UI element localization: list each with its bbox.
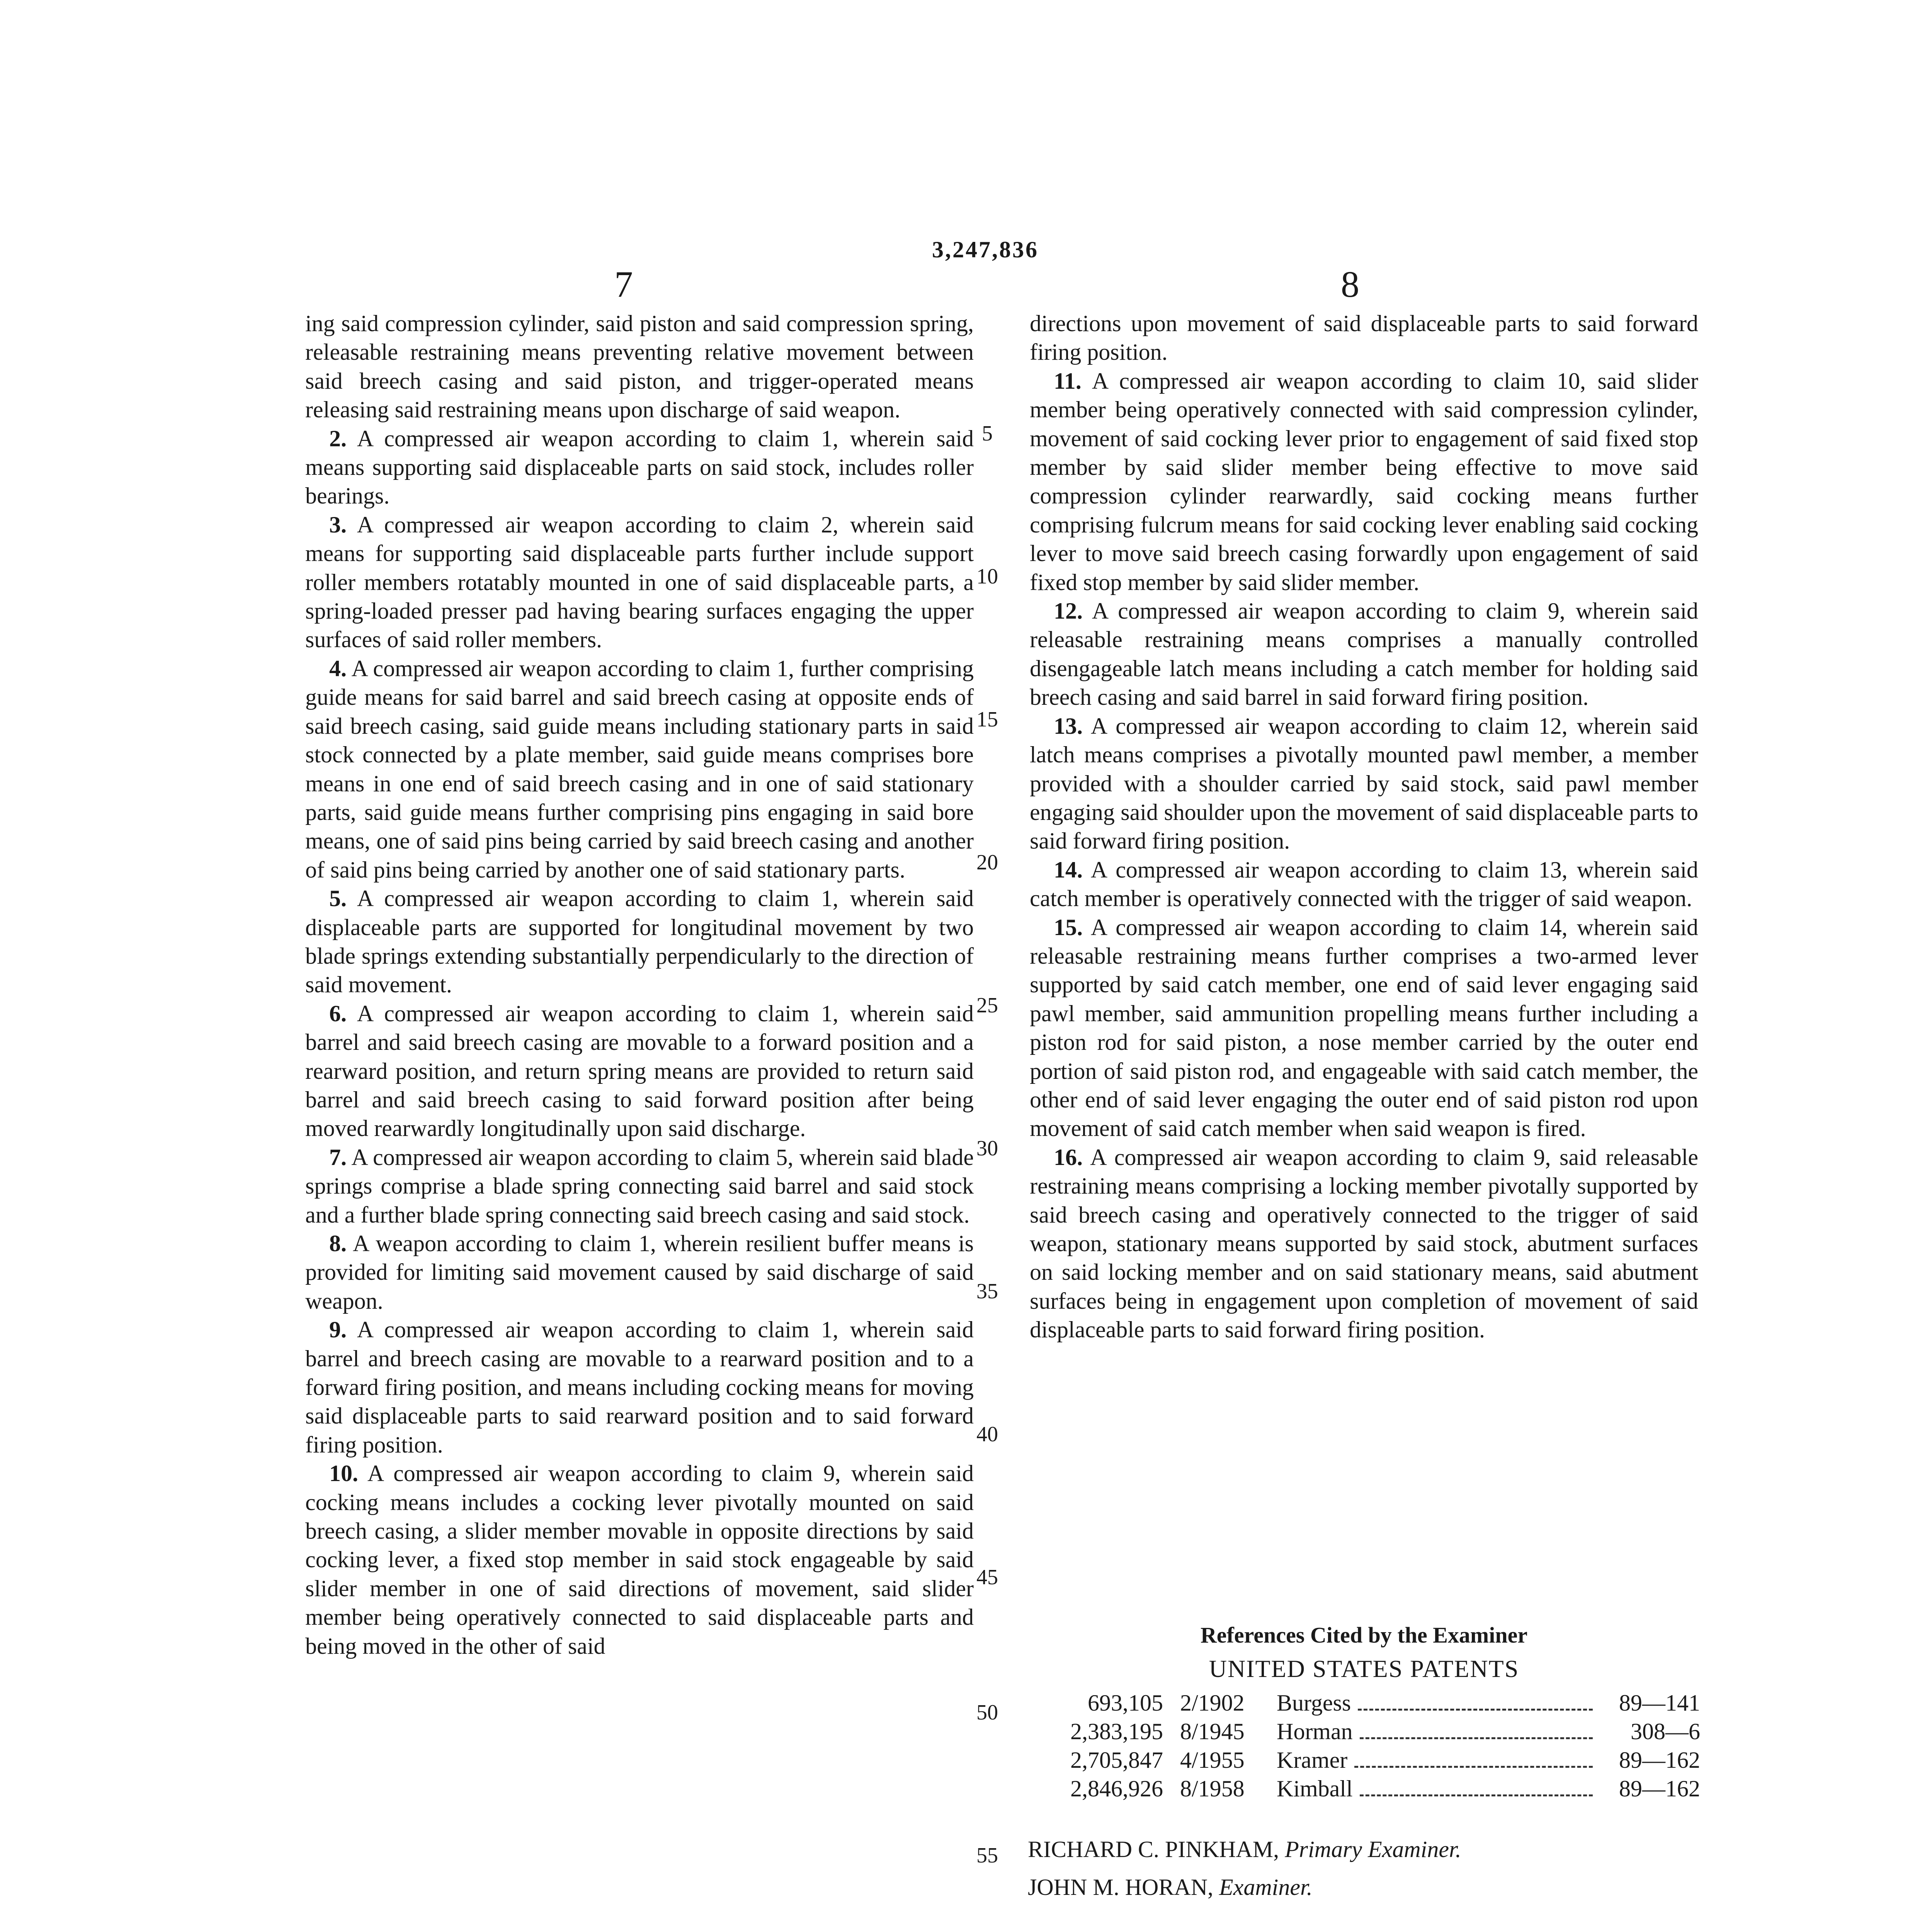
line-number: 10 [976, 565, 998, 588]
table-row: 2,383,195 8/1945 Horman 308—6 [1070, 1719, 1700, 1744]
claim-paragraph: 16. A compressed air weapon according to claim 9, said releasable restraining means comprising a locking member pivotally supported by said breech casing and operatively connected to the trigger of said weapon, stationary means supported by said stock, abutment surfaces on said locking member and on said stationary means, said abutment surfaces being in engagement upon completion of movement of said displaceable parts to said forward firing position. [1030, 1144, 1698, 1343]
claim-paragraph: 11. A compressed air weapon according to claim 10, said slider member being operatively connected with said compression cylinder, movement of said cocking lever prior to engagement of said fixed stop member by said slider member being effective to move said compression cylinder rearwardly, said cocking means further comprising fulcrum means for said cocking lever enabling said cocking lever to move said breech casing forwardly upon engagement of said fixed stop member by said slider member. [1030, 368, 1698, 595]
patent-number: 3,247,836 [932, 237, 1039, 262]
line-number: 15 [976, 707, 998, 731]
claim-paragraph: 14. A compressed air weapon according to claim 13, wherein said catch member is operatively connected with the trigger of said weapon. [1030, 857, 1698, 912]
right-claims-column [1030, 309, 1698, 1344]
claim-paragraph: ing said compression cylinder, said piston and said compression spring, releasable restraining means preventing relative movement between said breech casing and said piston, and trigger-operated means releasing said restraining means upon discharge of said weapon. [305, 311, 974, 423]
right-column-number: 8 [1341, 264, 1359, 305]
table-row: 2,846,926 8/1958 Kimball 89—162 [1070, 1776, 1700, 1801]
claim-paragraph: 15. A compressed air weapon according to claim 14, wherein said releasable restraining means further comprises a two-armed lever supported by said catch member, one end of said lever engaging said pawl member, said ammunition propelling means further including a piston rod for said piston, a nose member carried by the outer end portion of said piston rod, and engageable with said catch member, the other end of said lever engaging the outer end of said piston rod upon movement of said catch member when said weapon is fired. [1030, 914, 1698, 1141]
claim-paragraph: directions upon movement of said displaceable parts to said forward firing position. [1030, 311, 1698, 365]
line-number: 50 [976, 1701, 998, 1725]
line-number: 45 [976, 1565, 998, 1589]
left-claims-column [305, 309, 974, 1660]
table-row: 2,705,847 4/1955 Kramer 89—162 [1070, 1747, 1700, 1773]
claim-paragraph: 2. A compressed air weapon according to claim 1, wherein said means supporting said displaceable parts on said stock, includes roller bearings. [305, 425, 974, 509]
claim-paragraph: 6. A compressed air weapon according to claim 1, wherein said barrel and said breech casing are movable to a forward position and a rearward position, and return spring means are provided to return said barrel and said breech casing to said forward position after being moved rearwardly longitudinally upon said discharge. [305, 1000, 974, 1141]
line-number: 25 [976, 993, 998, 1017]
claim-paragraph: 7. A compressed air weapon according to claim 5, wherein said blade springs comprise a blade spring connecting said barrel and said stock and a further blade spring connecting said breech casing and said stock. [305, 1144, 974, 1228]
claim-paragraph: 9. A compressed air weapon according to claim 1, wherein said barrel and breech casing are movable to a rearward position and to a forward firing position, and means including cocking means for moving said displaceable parts to said rearward position and to said forward firing position. [305, 1317, 974, 1458]
line-number: 30 [976, 1136, 998, 1160]
claim-paragraph: 5. A compressed air weapon according to claim 1, wherein said displaceable parts are supported for longitudinal movement by two blade springs extending substantially perpendicularly to the direction of said movement. [305, 886, 974, 998]
claim-paragraph: 4. A compressed air weapon according to claim 1, further comprising guide means for said barrel and said breech casing at opposite ends of said breech casing, said guide means including stationary parts in said stock connected by a plate member, said guide means comprises bore means in one end of said breech casing and in one of said stationary parts, said guide means further comprising pins engaging in said bore means, one of said pins being carried by said breech casing and another of said pins being carried by another one of said stationary parts. [305, 655, 974, 883]
claim-paragraph: 12. A compressed air weapon according to claim 9, wherein said releasable restraining means comprises a manually controlled disengageable latch means including a catch member for holding said breech casing and said barrel in said forward firing position. [1030, 598, 1698, 710]
claim-paragraph: 13. A compressed air weapon according to claim 12, wherein said latch means comprises a pivotally mounted pawl member, a member provided with a shoulder carried by said stock, said pawl member engaging said shoulder upon the movement of said displaceable parts to said forward firing position. [1030, 713, 1698, 854]
line-number: 20 [976, 850, 998, 874]
line-number: 55 [976, 1844, 998, 1867]
claim-paragraph: 10. A compressed air weapon according to claim 9, wherein said cocking means includes a cocking lever pivotally mounted on said breech casing, a slider member movable in opposite directions by said cocking lever, a fixed stop member in said stock engageable by said slider member in one of said directions of movement, said slider member being operatively connected to said displaceable parts and being moved in the other of said [305, 1461, 974, 1659]
references-title: References Cited by the Examiner [1200, 1622, 1528, 1648]
table-row: 693,105 2/1902 Burgess 89—141 [1088, 1690, 1700, 1716]
secondary-examiner: JOHN M. HORAN, Examiner. [1028, 1874, 1313, 1900]
claim-paragraph: 8. A weapon according to claim 1, wherein resilient buffer means is provided for limiting said movement caused by said discharge of said weapon. [305, 1231, 974, 1314]
line-number: 35 [976, 1279, 998, 1303]
primary-examiner: RICHARD C. PINKHAM, Primary Examiner. [1028, 1837, 1461, 1862]
claim-paragraph: 3. A compressed air weapon according to claim 2, wherein said means for supporting said displaceable parts further include support roller members rotatably mounted in one of said displaceable parts, a spring-loaded presser pad having bearing surfaces engaging the upper surfaces of said roller members. [305, 512, 974, 653]
line-number: 5 [982, 422, 993, 446]
left-column-number: 7 [614, 264, 633, 305]
line-number: 40 [976, 1422, 998, 1446]
references-table [1036, 1689, 1700, 1803]
references-subtitle: UNITED STATES PATENTS [1209, 1655, 1519, 1682]
